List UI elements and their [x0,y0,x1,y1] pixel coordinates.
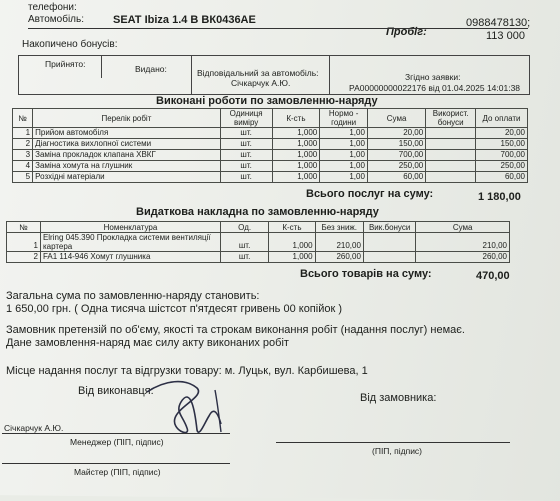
goods-cell-n: 1 [7,233,41,252]
works-cell-hours: 1,00 [320,161,368,172]
goods-cell-bonus [363,233,415,252]
works-cell-hours: 1,00 [320,150,368,161]
works-cell-name: Розхідні матеріали [33,172,221,183]
works-cell-hours: 1,00 [320,128,368,139]
manager-signature-line [2,433,230,434]
works-col-qty: К-сть [272,109,320,128]
works-cell-qty: 1,000 [272,161,320,172]
master-caption: Майстер (ПІП, підпис) [74,467,161,477]
goods-cell-price: 210,00 [315,233,363,252]
contractor-name: Січкарчук А.Ю. [4,423,64,433]
works-cell-hours: 1,00 [320,172,368,183]
works-cell-unit: шт. [220,128,272,139]
works-col-hours: Нормо - години [320,109,368,128]
goods-row [7,252,510,263]
goods-title: Видаткова накладна по замовленню-наряду [136,206,379,218]
works-cell-hours: 1,00 [320,139,368,150]
goods-col-n: № [7,222,41,233]
works-cell-bonus [426,128,476,139]
summary-total-words: 1 650,00 грн. ( Одна тисяча шістсот п'ятдесят гривень 00 копійок ) [6,303,342,315]
order-value: РА00000000022176 від 01.04.2025 14:01:38 [349,83,521,93]
works-total-value: 1 180,00 [478,191,521,203]
goods-col-name: Номенклатура [40,222,220,233]
mileage-value: 113 000 [486,30,525,42]
goods-header-row [7,222,510,233]
goods-cell-sum: 260,00 [416,252,510,263]
works-cell-n: 2 [13,139,33,150]
works-cell-bonus [426,139,476,150]
works-cell-n: 1 [13,128,33,139]
works-row [13,139,528,150]
responsible-value: Січкарчук А.Ю. [231,78,291,88]
works-cell-qty: 1,000 [272,128,320,139]
works-col-pay: До оплати [476,109,528,128]
info-box [18,55,530,95]
works-cell-pay: 20,00 [476,128,528,139]
works-cell-bonus [426,161,476,172]
works-cell-unit: шт. [220,172,272,183]
summary-place: Місце надання послуг та відгрузки товару: м. Луцьк, вул. Карбишева, 1 [6,365,368,377]
works-title: Виконані роботи по замовленню-наряду [156,95,378,107]
works-cell-qty: 1,000 [272,172,320,183]
goods-cell-bonus [363,252,415,263]
works-cell-name: Прийом автомобіля [33,128,221,139]
goods-table [6,221,510,263]
works-cell-qty: 1,000 [272,139,320,150]
goods-cell-unit: шт. [220,233,268,252]
works-header-row [13,109,528,128]
works-col-n: № [13,109,33,128]
goods-col-qty: К-сть [269,222,315,233]
works-cell-n: 4 [13,161,33,172]
works-cell-bonus [426,172,476,183]
master-signature-line [2,463,230,464]
accepted-label: Прийнято: [45,59,86,69]
phones-label: телефони: [28,2,77,13]
works-cell-qty: 1,000 [272,150,320,161]
works-cell-n: 5 [13,172,33,183]
works-cell-sum: 60,00 [367,172,425,183]
works-col-name: Перелік робіт [33,109,221,128]
responsible-label: Відповідальний за автомобіль: [197,68,319,78]
works-total-label: Всього послуг на суму: [306,188,434,200]
goods-col-price: Без зниж. [315,222,363,233]
from-customer-label: Від замовника: [360,392,437,404]
works-table [12,108,528,183]
works-cell-pay: 700,00 [476,150,528,161]
summary-no-claims: Замовник претензій по об'єму, якості та строкам виконання робіт (надання послуг) немає. [6,324,465,336]
works-cell-pay: 150,00 [476,139,528,150]
works-row [13,172,528,183]
works-row [13,150,528,161]
goods-col-sum: Сума [416,222,510,233]
works-col-bonus: Використ. бонуси [426,109,476,128]
goods-total-value: 470,00 [476,270,510,282]
from-contractor-label: Від виконавця: [78,385,154,397]
works-cell-unit: шт. [220,150,272,161]
works-cell-sum: 150,00 [367,139,425,150]
customer-caption: (ПІП, підпис) [372,446,423,456]
mileage-label: Пробіг: [386,26,427,38]
works-cell-sum: 20,00 [367,128,425,139]
works-col-unit: Одиниця виміру [220,109,272,128]
goods-cell-price: 260,00 [315,252,363,263]
car-label: Автомобіль: [28,14,85,25]
works-cell-unit: шт. [220,161,272,172]
works-cell-unit: шт. [220,139,272,150]
goods-cell-name: FA1 114-946 Хомут глушника [40,252,220,263]
manager-caption: Менеджер (ПІП, підпис) [70,437,164,447]
works-col-sum: Сума [367,109,425,128]
goods-cell-n: 2 [7,252,41,263]
works-row [13,128,528,139]
goods-row [7,233,510,252]
goods-cell-name: Elring 045.390 Прокладка системи вентиляції картера [40,233,220,252]
summary-total-label: Загальна сума по замовленню-наряду становить: [6,290,260,302]
works-cell-pay: 250,00 [476,161,528,172]
goods-cell-qty: 1,000 [269,252,315,263]
goods-col-bonus: Вик.бонуси [363,222,415,233]
works-cell-sum: 700,00 [367,150,425,161]
goods-cell-sum: 210,00 [416,233,510,252]
issued-label: Видано: [135,64,167,74]
works-cell-name: Заміна хомута на глушник [33,161,221,172]
works-cell-name: Діагностика вихлопної системи [33,139,221,150]
works-row [13,161,528,172]
goods-total-label: Всього товарів на суму: [300,268,432,280]
goods-cell-unit: шт. [220,252,268,263]
car-value: SEAT Ibiza 1.4 В ВК0436АЕ [113,14,256,26]
customer-signature-line [276,442,510,443]
works-cell-sum: 250,00 [367,161,425,172]
works-cell-pay: 60,00 [476,172,528,183]
handwritten-signature [135,372,275,447]
goods-cell-qty: 1,000 [269,233,315,252]
works-cell-n: 3 [13,150,33,161]
works-cell-bonus [426,150,476,161]
phone-value: 0988478130; [466,17,531,29]
header-underline [28,28,528,29]
goods-col-unit: Од. [220,222,268,233]
summary-act-note: Дане замовлення-наряд має силу акту виконаних робіт [6,337,289,349]
works-cell-name: Заміна прокладок клапана ХВКГ [33,150,221,161]
per-order-label: Згідно заявки: [405,72,461,82]
bonus-label: Накопичено бонусів: [22,39,118,50]
